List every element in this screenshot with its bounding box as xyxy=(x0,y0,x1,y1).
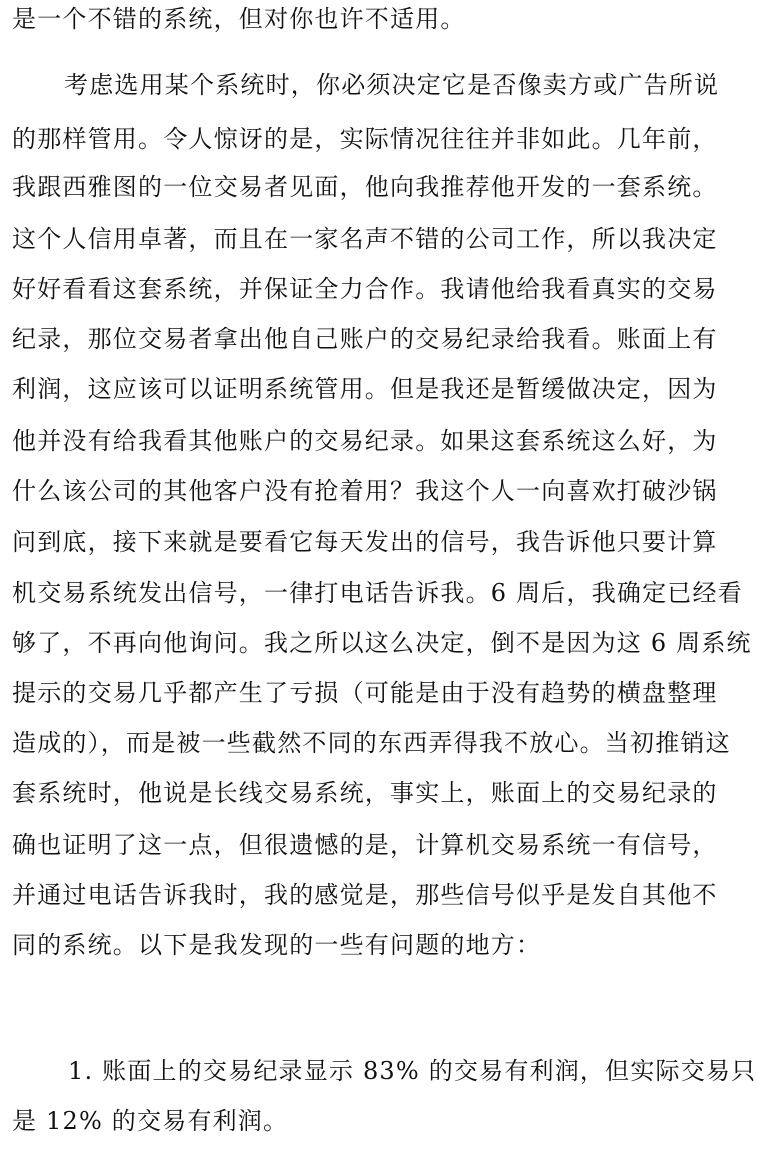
text-line: 同的系统。以下是我发现的一些有问题的地方： xyxy=(12,931,542,959)
text-line: 他并没有给我看其他账户的交易纪录。如果这套系统这么好，为 xyxy=(12,427,718,455)
text-line: 提示的交易几乎都产生了亏损（可能是由于没有趋势的横盘整理 xyxy=(12,679,718,707)
text-line: 这个人信用卓著，而且在一家名声不错的公司工作，所以我决定 xyxy=(12,225,718,253)
document-page xyxy=(12,0,757,1150)
text-line: 并通过电话告诉我时，我的感觉是，那些信号似乎是发自其他不 xyxy=(12,881,718,909)
text-line: 造成的），而是被一些截然不同的东西弄得我不放心。当初推销这 xyxy=(12,729,731,757)
text-line: 什么该公司的其他客户没有抢着用？我这个人一向喜欢打破沙锅 xyxy=(12,477,718,505)
text-line: 套系统时，他说是长线交易系统，事实上，账面上的交易纪录的 xyxy=(12,779,718,807)
text-line: 好好看看这套系统，并保证全力合作。我请他给我看真实的交易 xyxy=(12,275,718,303)
text-line: 是一个不错的系统，但对你也许不适用。 xyxy=(12,5,466,33)
text-line: 纪录，那位交易者拿出他自己账户的交易纪录给我看。账面上有 xyxy=(12,325,718,353)
text-line: 机交易系统发出信号，一律打电话告诉我。6 周后，我确定已经看 xyxy=(12,579,743,607)
text-line: 确也证明了这一点，但很遗憾的是，计算机交易系统一有信号， xyxy=(12,831,718,859)
text-line: 我跟西雅图的一位交易者见面，他向我推荐他开发的一套系统。 xyxy=(12,173,718,201)
text-line: 够了，不再向他询问。我之所以这么决定，倒不是因为这 6 周系统 xyxy=(12,629,752,657)
numbered-list-item-continuation: 是 12% 的交易有利润。 xyxy=(12,1107,289,1135)
paragraph-first-line: 考虑选用某个系统时，你必须决定它是否像卖方或广告所说 xyxy=(64,71,720,99)
text-line: 的那样管用。令人惊讶的是，实际情况往往并非如此。几年前， xyxy=(12,125,718,153)
numbered-list-item-first-line: 1. 账面上的交易纪录显示 83% 的交易有利润，但实际交易只 xyxy=(68,1057,757,1085)
text-line: 利润，这应该可以证明系统管用。但是我还是暂缓做决定，因为 xyxy=(12,375,718,403)
text-line: 问到底，接下来就是要看它每天发出的信号，我告诉他只要计算 xyxy=(12,528,718,556)
